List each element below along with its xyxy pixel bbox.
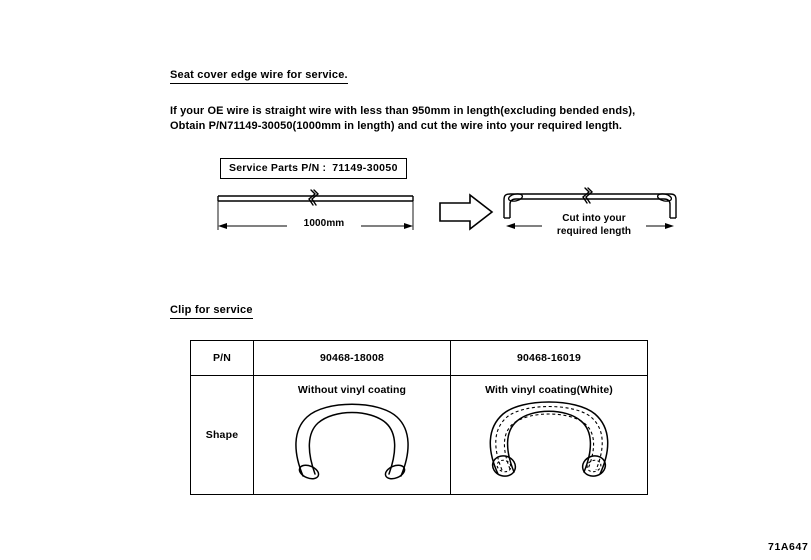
table-row-part-number	[191, 341, 648, 376]
table-cell-part-number-1: 90468-18008	[254, 341, 451, 376]
clip-ring-coated-icon	[474, 400, 624, 482]
wire-instructions-paragraph	[170, 104, 635, 134]
table-cell-shape-1	[254, 376, 451, 495]
service-part-number-box-inner	[220, 158, 407, 179]
wire-instructions-line-1: If your OE wire is straight wire with less than 950mm in length(excluding bended ends),	[170, 105, 636, 117]
table-row-header-shape: Shape	[191, 376, 254, 495]
arrow-right-icon	[438, 193, 496, 233]
shape-caption-plain: Without vinyl coating	[297, 384, 407, 396]
shape-caption-coated: With vinyl coating(White)	[485, 384, 613, 396]
clip-specification-table	[190, 340, 648, 495]
wire-break-symbol	[583, 188, 592, 203]
service-part-number-label: Service Parts P/N :	[229, 162, 327, 174]
shape-cell-coated	[451, 376, 647, 494]
seat-cover-wire-heading	[170, 65, 348, 84]
transform-arrow	[438, 193, 496, 233]
cut-length-label-line-2: required length	[556, 226, 632, 237]
cut-length-label-line-1: Cut into your	[562, 213, 626, 224]
clip-ring-coated-drawing	[474, 400, 624, 482]
table-row-header-pn: P/N	[191, 341, 254, 376]
wire-break-symbol	[309, 190, 318, 205]
clip-table	[190, 340, 648, 495]
wire-instructions-line-2: Obtain P/N71149-30050(1000mm in length) and cut the wire into your required length.	[170, 120, 623, 132]
shape-cell-plain	[254, 376, 450, 494]
table-row-shape	[191, 376, 648, 495]
service-part-number-box	[220, 158, 407, 179]
clip-for-service-heading	[170, 300, 253, 319]
service-part-number-value: 71149-30050	[332, 162, 398, 174]
clip-for-service-heading-text: Clip for service	[170, 304, 253, 319]
document-footer-code: 71A647	[768, 541, 809, 553]
cut-length-dimension-label	[542, 212, 646, 238]
bended-wire-diagram	[500, 188, 680, 243]
seat-cover-wire-heading-text: Seat cover edge wire for service.	[170, 69, 348, 84]
clip-ring-plain-icon	[277, 400, 427, 482]
straight-wire-drawing	[205, 188, 435, 243]
clip-ring-plain-drawing	[277, 400, 427, 482]
straight-wire-dimension-label: 1000mm	[287, 218, 361, 229]
table-cell-part-number-2: 90468-16019	[451, 341, 648, 376]
straight-wire-diagram	[205, 188, 435, 243]
table-cell-shape-2	[451, 376, 648, 495]
